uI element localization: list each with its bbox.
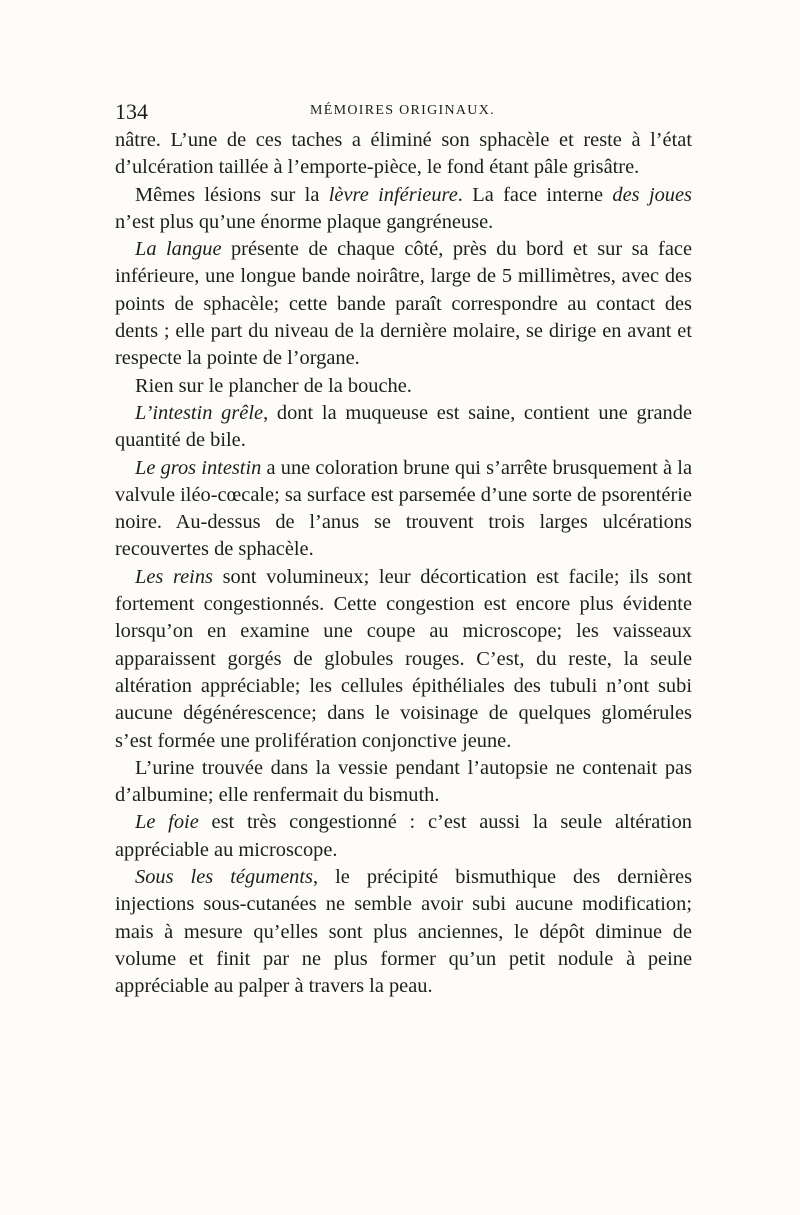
paragraph-8	[115, 755, 692, 810]
paragraph-text: n’est plus qu’une énorme plaque gangréneuse.	[115, 210, 494, 233]
italic-lead: Le foie	[135, 811, 199, 834]
paragraph-5	[115, 400, 692, 455]
italic-lead: Les reins	[135, 565, 213, 588]
paragraph-10	[115, 864, 692, 1000]
paragraph-text: est très congestionné : c’est aussi la seule altération appréciable au microscope.	[115, 811, 692, 861]
running-head: MÉMOIRES ORIGINAUX.	[310, 103, 495, 118]
page-number: 134	[115, 99, 148, 124]
paragraph-2	[115, 182, 692, 237]
paragraph-text: a une coloration brune qui s’arrête brusquement à la valvule iléo-cœcale; sa surface est parsemée d’une sorte de psorentérie noire. Au-dessus de l’anus se trouvent trois larges ulcérations recouvertes de sphacèle.	[115, 456, 692, 561]
paragraph-text: Rien sur le plancher de la bouche.	[135, 374, 412, 397]
paragraph-4	[115, 373, 692, 400]
paragraph-text: sont volumineux; leur décortication est facile; ils sont fortement congestionnés. Cette congestion est encore plus évidente lorsqu’on en examine une coupe au microscope; les vaisseaux apparaissent gorgés de globules rouges. C’est, du reste, la seule altération appréciable; les cellules épithéliales des tubuli n’ont subi aucune dégénérescence; dans le voisinage de quelques glomérules s’est formée une prolifération conjonctive jeune.	[115, 565, 692, 752]
paragraph-text: , le précipité bismuthique des dernières injections sous-cutanées ne semble avoir subi aucune modification; mais à mesure qu’elles sont plus anciennes, le dépôt diminue de volume et finit par ne plus former qu’un petit nodule à peine appréciable au palper à travers la peau.	[115, 866, 692, 998]
paragraph-text: , dont la muqueuse est saine, contient une grande quantité de bile.	[115, 401, 692, 452]
paragraph-text: . La face interne	[457, 183, 613, 206]
italic-term: des joues	[612, 183, 692, 206]
italic-lead: La langue	[135, 238, 222, 261]
paragraph-text: nâtre. L’une de ces taches a éliminé son sphacèle et reste à l’état d’ulcération taillée à l’emporte-pièce, le fond étant pâle grisâtre.	[115, 129, 692, 179]
paragraph-3	[115, 236, 692, 372]
italic-lead: Le gros intestin	[135, 456, 262, 479]
italic-term: lèvre inférieure	[328, 183, 458, 206]
page-header	[115, 95, 692, 127]
italic-lead: L’intestin grêle	[135, 401, 264, 424]
italic-lead: Sous les téguments	[135, 866, 313, 889]
paragraph-text: L’urine trouvée dans la vessie pendant l’autopsie ne contenait pas d’albumine; elle renfermait du bismuth.	[115, 756, 692, 807]
paragraph-9	[115, 809, 692, 864]
page	[115, 95, 692, 1001]
paragraph-7	[115, 564, 692, 755]
paragraph-1	[115, 127, 692, 182]
paragraph-6	[115, 455, 692, 564]
paragraph-text: présente de chaque côté, près du bord et sur sa face inférieure, une longue bande noirâtre, large de 5 millimètres, avec des points de sphacèle; cette bande paraît correspondre au contact des dents ; elle part du niveau de la dernière molaire, se dirige en avant et respecte la pointe de l’organe.	[115, 238, 692, 370]
body-text	[115, 127, 692, 1001]
paragraph-text: Mêmes lésions sur la	[135, 183, 329, 206]
